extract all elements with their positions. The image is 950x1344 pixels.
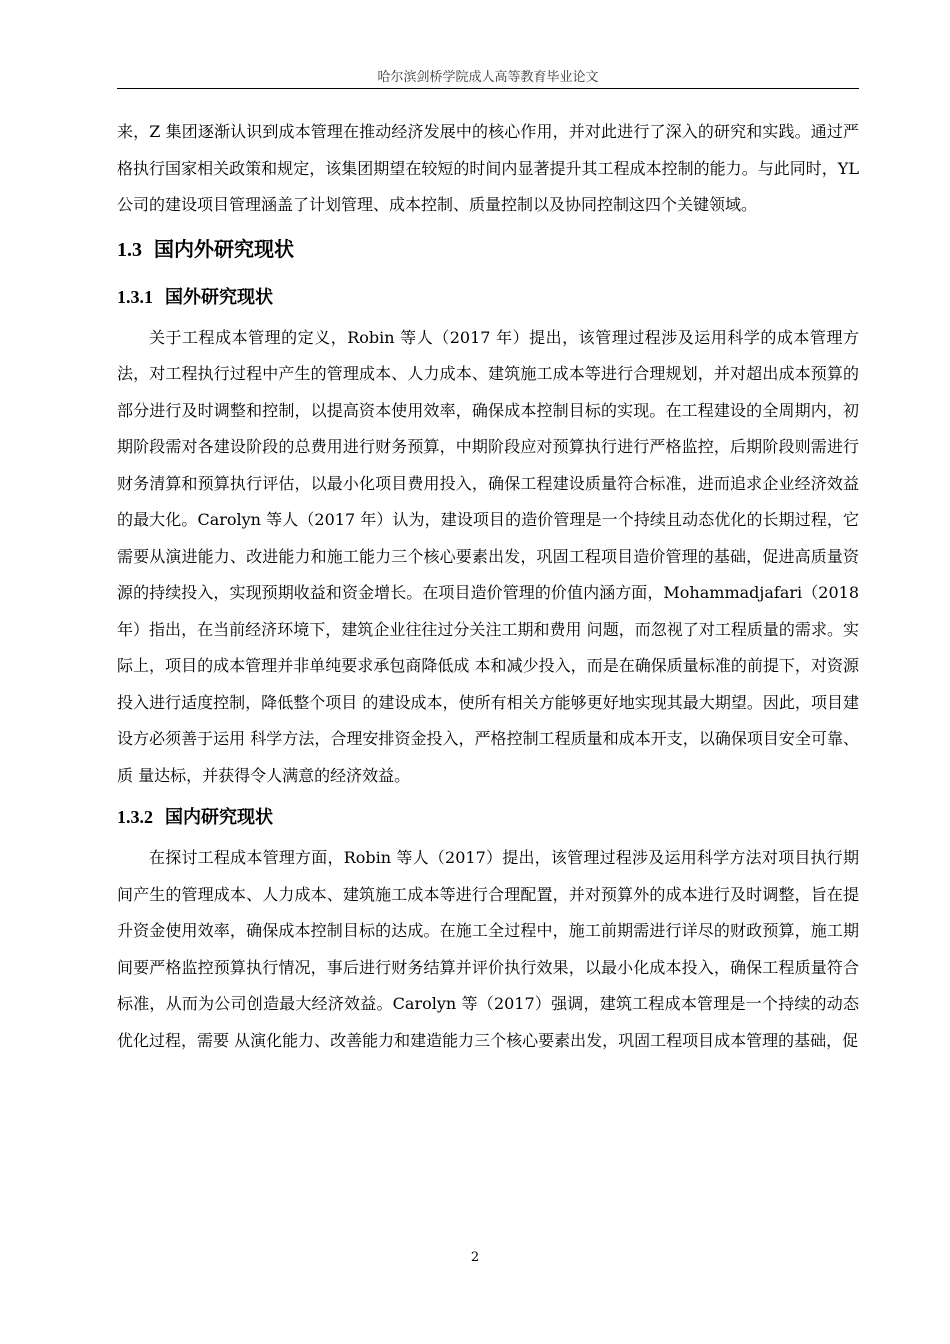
section-heading-1-3-1 bbox=[117, 274, 859, 320]
section-title: 国外研究现状 bbox=[165, 286, 273, 308]
section-number: 1.3 bbox=[117, 238, 142, 261]
page-body bbox=[117, 114, 859, 1059]
domestic-research-paragraph: 在探讨工程成本管理方面，Robin 等人（2017）提出，该管理过程涉及运用科学方法对项目执行期间产生的管理成本、人力成本、建筑施工成本等进行合理配置，并对预算外的成本进行及时调整，旨在提升资金使用效率，确保成本控制目标的达成。在施工全过程中，施工前期需进行详尽的财政预算，施工期间要严格监控预算执行情况，事后进行财务结算并评价执行效果，以最小化成本投入，确保工程质量符合标准，从而为公司创造最大经济效益。Carolyn 等（2017）强调，建筑工程成本管理是一个持续的动态优化过程，需要 从演化能力、改善能力和建造能力三个核心要素出发，巩固工程项目成本管理的基础，促 bbox=[117, 848, 859, 1050]
section-heading-1-3-2 bbox=[117, 794, 859, 840]
page-number: 2 bbox=[470, 1250, 480, 1265]
section-number: 1.3.1 bbox=[117, 286, 153, 307]
intro-paragraph: 来，Z 集团逐渐认识到成本管理在推动经济发展中的核心作用，并对此进行了深入的研究和实践。通过严格执行国家相关政策和规定，该集团期望在较短的时间内显著提升其工程成本控制的能力。与此同时，YL 公司的建设项目管理涵盖了计划管理、成本控制、质量控制以及协同控制这四个关键领域。 bbox=[117, 122, 859, 214]
section-title: 国内外研究现状 bbox=[154, 236, 294, 261]
foreign-research-paragraph: 关于工程成本管理的定义，Robin 等人（2017 年）提出，该管理过程涉及运用科学的成本管理方法，对工程执行过程中产生的管理成本、人力成本、建筑施工成本等进行合理规划，并对超出成本预算的部分进行及时调整和控制，以提高资本使用效率，确保成本控制目标的实现。在工程建设的全周期内，初期阶段需对各建设阶段的总费用进行财务预算，中期阶段应对预算执行进行严格监控，后期阶段则需进行财务清算和预算执行评估，以最小化项目费用投入，确保工程建设质量符合标准，进而追求企业经济效益的最大化。Carolyn 等人（2017 年）认为，建设项目的造价管理是一个持续且动态优化的长期过程，它需要从演进能力、改进能力和施工能力三个核心要素出发，巩固工程项目造价管理的基础，促进高质量资源的持续投入，实现预期收益和资金增长。在项目造价管理的价值内涵方面，Mohammadjafari（2018 年）指出，在当前经济环境下，建筑企业往往过分关注工期和费用 问题，而忽视了对工程质量的需求。实际上，项目的成本管理并非单纯要求承包商降低成 本和减少投入，而是在确保质量标准的前提下，对资源投入进行适度控制，降低整个项目 的建设成本，使所有相关方能够更好地实现其最大期望。因此，项目建设方必须善于运用 科学方法，合理安排资金投入，严格控制工程质量和成本开支，以确保项目安全可靠、质 量达标，并获得令人满意的经济效益。 bbox=[117, 327, 859, 785]
section-title: 国内研究现状 bbox=[165, 807, 273, 828]
section-number: 1.3.2 bbox=[117, 807, 153, 827]
section-heading-1-3 bbox=[117, 224, 859, 274]
running-header: 哈尔滨剑桥学院成人高等教育毕业论文 bbox=[377, 70, 599, 85]
header-divider bbox=[117, 88, 859, 89]
